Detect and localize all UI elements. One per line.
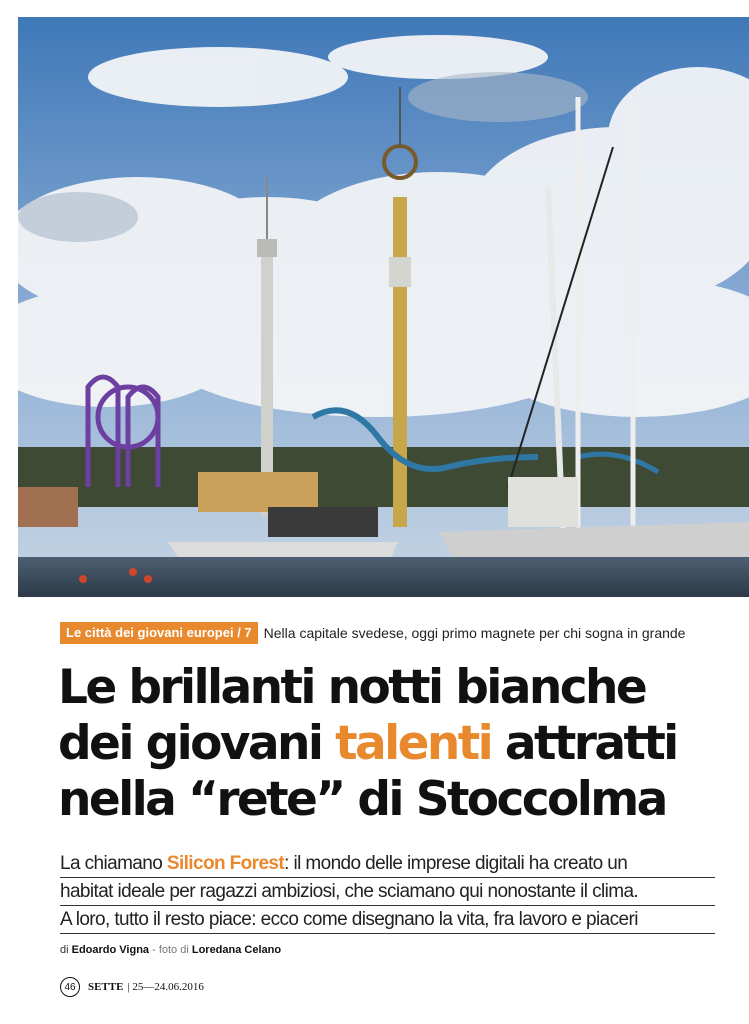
publication-name: SETTE xyxy=(88,981,124,993)
issue-date: | 25—24.06.2016 xyxy=(127,981,204,993)
standfirst-line-2: habitat ideale per ragazzi ambiziosi, che sciamano qui nonostante il clima. xyxy=(60,878,715,906)
byline xyxy=(60,944,281,956)
series-tag: Le città dei giovani europei / 7 xyxy=(60,622,258,644)
standfirst-line-1-start: La chiamano xyxy=(60,853,167,874)
standfirst-line-1-end: : il mondo delle imprese digitali ha creato un xyxy=(284,853,628,874)
photographer-name: Loredana Celano xyxy=(191,944,282,956)
author-name: Edoardo Vigna xyxy=(71,944,150,956)
standfirst-line-1 xyxy=(60,850,715,878)
article-headline xyxy=(58,660,738,828)
kicker-description: Nella capitale svedese, oggi primo magnete per chi sogna in grande xyxy=(263,625,686,641)
standfirst-line-3: A loro, tutto il resto piace: ecco come disegnano la vita, fra lavoro e piaceri xyxy=(60,906,715,934)
page-number: 46 xyxy=(60,977,80,997)
byline-separator: - foto di xyxy=(149,944,192,956)
headline-line-2-start: dei giovani xyxy=(58,716,336,771)
headline-line-3: nella “rete” di Stoccolma xyxy=(58,772,666,827)
hero-photo xyxy=(18,17,749,597)
section-kicker xyxy=(60,622,685,644)
article-standfirst xyxy=(60,850,715,934)
headline-line-2-end: attratti xyxy=(491,716,677,771)
standfirst-highlight: Silicon Forest xyxy=(166,853,285,874)
amusement-park-photo xyxy=(18,17,749,597)
headline-line-2 xyxy=(58,716,738,772)
byline-prefix: di xyxy=(60,944,72,956)
headline-highlight: talenti xyxy=(335,716,492,771)
headline-line-1: Le brillanti notti bianche xyxy=(58,660,646,715)
page-footer xyxy=(60,977,204,997)
